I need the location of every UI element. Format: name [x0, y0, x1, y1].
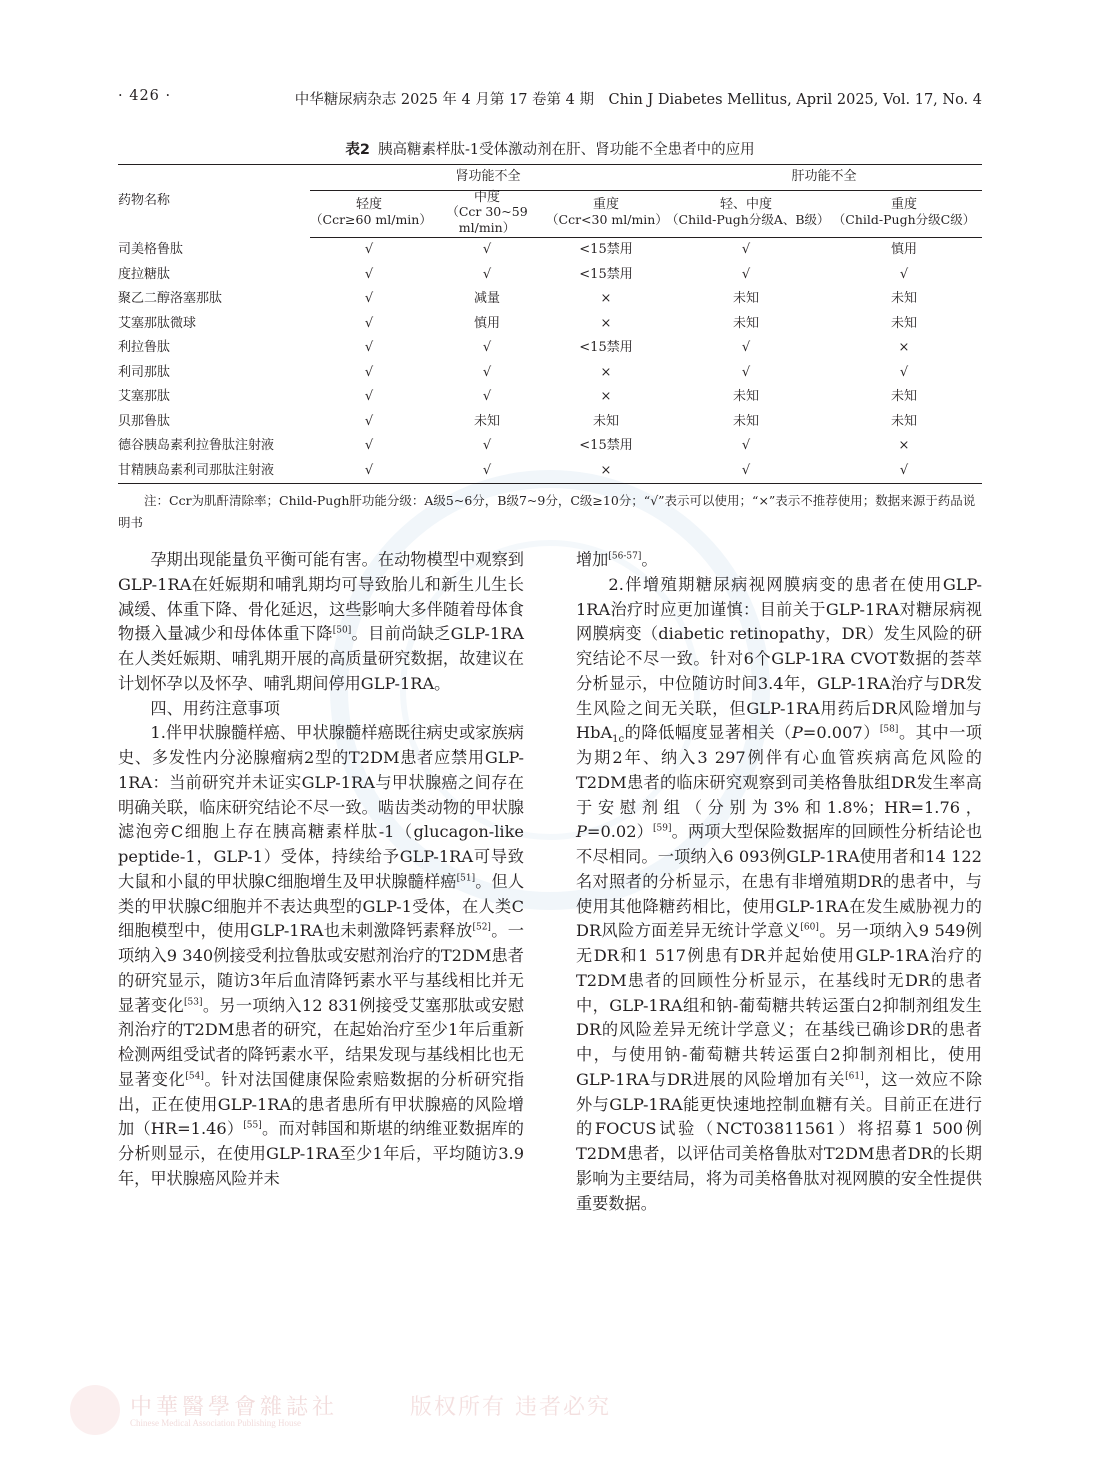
table-row: 德谷胰岛素利拉鲁肽注射液 √ √ <15禁用 √ ×: [118, 438, 910, 454]
publisher-name: 中華醫學會雜誌社: [130, 1395, 339, 1420]
paragraph-pregnancy: 孕期出现能量负平衡可能有害。在动物模型中观察到GLP-1RA在妊娠期和哺乳期均可导致胎儿和新生儿生长减缓、体重下降、骨化延迟，这些影响大多伴随着母体食物摄入量减少和母体体重下降[50]。目前尚缺乏GLP-1RA在人类妊娠期、哺乳期开展的高质量研究数据，故建议在计划怀孕以及怀孕、哺乳期间停用GLP-1RA。: [118, 550, 524, 693]
section-heading: 四、用药注意事项: [150, 698, 280, 718]
group-liver-header: 肝功能不全: [666, 165, 982, 191]
citation: [52]: [472, 922, 491, 933]
table-label: 表2: [345, 142, 370, 158]
table-note: 注：Ccr为肌酐清除率；Child-Pugh肝功能分级：A级5~6分，B级7~9分，C级≥10分；“√”表示可以使用；“×”表示不推荐使用；数据来源于药品说明书: [118, 493, 976, 530]
sub-header-1: 轻度 （Ccr≥60 ml/min）: [310, 190, 428, 238]
sub-header-2: 中度 （Ccr 30~59 ml/min）: [428, 190, 546, 238]
citation: [54]: [185, 1071, 204, 1082]
publisher-name-en: Chinese Medical Association Publishing House: [130, 1418, 301, 1428]
citation: [51]: [456, 873, 476, 884]
copyright-tag: 版权所有 违者必究: [410, 1395, 611, 1420]
table-row: 贝那鲁肽 √ 未知 未知 未知 未知: [118, 413, 917, 429]
paragraph-continuation: 增加[56-57]。: [576, 550, 658, 569]
running-head: 中华糖尿病杂志 2025 年 4 月第 17 卷第 4 期 Chin J Diabetes Mellitus, April 2025, Vol. 17, No. 4: [294, 92, 982, 108]
table-row: 利司那肽 √ √ × √ √: [118, 364, 909, 380]
citation: [60]: [800, 922, 819, 933]
subscript: 1c: [612, 734, 625, 746]
drug-table: [118, 164, 982, 484]
citation: [58]: [879, 724, 899, 735]
right-column: [576, 548, 982, 1216]
table-row: 度拉糖肽 √ √ <15禁用 √ √: [118, 266, 909, 282]
citation: [56-57]: [608, 551, 642, 562]
col-drug-header: 药物名称: [118, 165, 310, 238]
paragraph-retinopathy: 2.伴增殖期糖尿病视网膜病变的患者在使用GLP-1RA治疗时应更加谨慎：目前关于GLP-1RA对糖尿病视网膜病变（diabetic retinopathy，DR）发生风险的研究结论不尽一致。针对6个GLP-1RA CVOT数据的荟萃分析显示，中位随访时间3.4年，GLP-1RA治疗与DR发生风险之间无关联，但GLP-1RA用药后DR风险增加与HbA$_{1c}$的降低幅度显著相关（P=0.007）[58]。其中一项为期2年、纳入3 297例伴有心血管疾病高危风险的T2DM患者的临床研究观察到司美格鲁肽组DR发生率高于安慰剂组（分别为3%和1.8%；HR=1.76，P=0.02）[59]。两项大型保险数据库的回顾性分析结论也不尽相同。一项纳入6 093例GLP-1RA使用者和14 122名对照者的分析显示，在患有非增殖期DR的患者中，与使用其他降糖药相比，使用GLP-1RA在发生威胁视力的DR风险方面差异无统计学意义[60]。另一项纳入9 549例无DR和1 517例患有DR并起始使用GLP-1RA治疗的T2DM患者的回顾性分析显示，在基线时无DR的患者中，GLP-1RA组和钠-葡萄糖共转运蛋白2抑制剂组发生DR的风险差异无统计学意义；在基线已确诊DR的患者中，与使用钠-葡萄糖共转运蛋白2抑制剂相比，使用GLP-1RA与DR进展的风险增加有关[61]，这一效应不除外与GLP-1RA能更快速地控制血糖有关。目前正在进行的FOCUS试验（NCT03811561）将招募1 500例T2DM患者，以评估司美格鲁肽对T2DM患者DR的长期影响为主要结局，将为司美格鲁肽对视网膜的安全性提供重要数据。: [576, 574, 983, 1213]
citation: [50]: [332, 625, 352, 636]
page-number: · 426 ·: [118, 88, 172, 104]
sub-header-5: 重度 （Child-Pugh分级C级）: [826, 190, 982, 238]
publisher-logo-icon: [70, 1385, 120, 1435]
table-row: 聚乙二醇洛塞那肽 √ 减量 × 未知 未知: [118, 291, 917, 307]
table-row: 艾塞那肽 √ √ × 未知 未知: [118, 389, 917, 405]
table-row: 利拉鲁肽 √ √ <15禁用 √ ×: [118, 340, 910, 356]
citation: [59]: [653, 823, 672, 834]
table-caption-text: 胰高糖素样肽-1受体激动剂在肝、肾功能不全患者中的应用: [377, 142, 755, 158]
paragraph-thyroid: 1.伴甲状腺髓样癌、甲状腺髓样癌既往病史或家族病史、多发性内分泌腺瘤病2型的T2DM患者应禁用GLP-1RA：当前研究并未证实GLP-1RA与甲状腺癌之间存在明确关联，临床研究结论不尽一致。啮齿类动物的甲状腺滤泡旁C细胞上存在胰高糖素样肽-1（glucagon-like peptide-1，GLP-1）受体，持续给予GLP-1RA可导致大鼠和小鼠的甲状腺C细胞增生及甲状腺髓样癌[51]。但人类的甲状腺C细胞并不表达典型的GLP-1受体，在人类C细胞模型中，使用GLP-1RA也未刺激降钙素释放[52]。一项纳入9 340例接受利拉鲁肽或安慰剂治疗的T2DM患者的研究显示，随访3年后血清降钙素水平与基线相比并无显著变化[53]。另一项纳入12 831例接受艾塞那肽或安慰剂治疗的T2DM患者的研究，在起始治疗至少1年后重新检测两组受试者的降钙素水平，结果发现与基线相比也无显著变化[54]。针对法国健康保险索赔数据的分析研究指出，正在使用GLP-1RA的患者患所有甲状腺癌的风险增加（HR=1.46）[55]。而对韩国和斯堪的纳维亚数据库的分析则显示，在使用GLP-1RA至少1年后，平均随访3.9年，甲状腺癌风险并未: [118, 723, 525, 1188]
citation: [53]: [184, 997, 203, 1008]
left-column: [118, 548, 524, 1192]
sub-header-4: 轻、中度 （Child-Pugh分级A、B级）: [666, 190, 826, 238]
table-caption: [118, 138, 982, 159]
citation: [55]: [243, 1120, 262, 1131]
table-row: 艾塞那肽微球 √ 慎用 × 未知 未知: [118, 315, 917, 331]
sub-header-3: 重度 （Ccr<30 ml/min）: [546, 190, 666, 238]
group-kidney-header: 肾功能不全: [310, 165, 666, 191]
citation: [61]: [845, 1071, 864, 1082]
table-row: 甘精胰岛素利司那肽注射液 √ √ × √ √: [118, 459, 982, 484]
table-row: 司美格鲁肽 √ √ <15禁用 √ 慎用: [118, 241, 917, 258]
